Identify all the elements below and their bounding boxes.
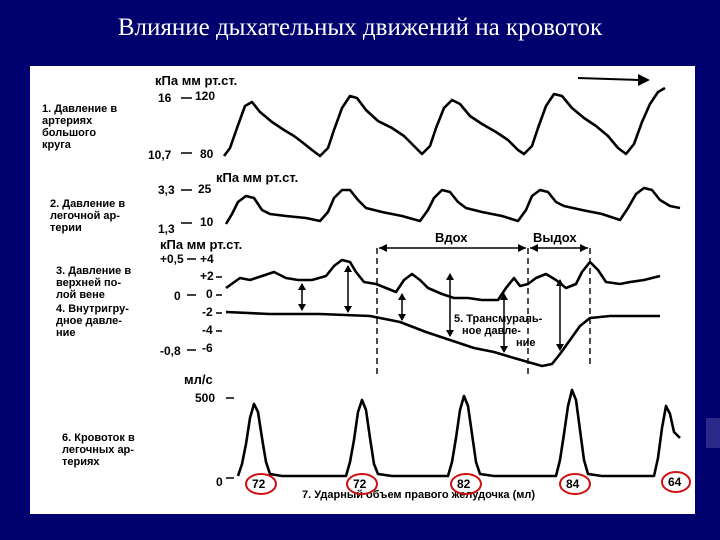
p1-label-line: артериях <box>42 115 93 127</box>
p3-kpa-tick: +0,5 <box>160 252 184 266</box>
p3-mm-tick: -6 <box>202 341 213 355</box>
p4-y-tick: 0 <box>216 475 223 489</box>
transmural-label-line: ние <box>516 337 536 349</box>
p2-label-line: терии <box>50 222 82 234</box>
stroke-volume-value: 72 <box>252 477 266 491</box>
respiration-blood-flow-diagram <box>30 66 695 514</box>
pulmonary-artery-pressure-section <box>50 170 680 236</box>
p2-units: кПа мм рт.ст. <box>216 170 299 185</box>
transmural-label-line: 5. Трансмураль- <box>454 313 543 325</box>
transmural-label-line: ное давле- <box>462 325 521 337</box>
pulmonary-flow-curve <box>238 390 680 476</box>
p2-label-line: 2. Давление в <box>50 198 126 210</box>
p2-mm-tick: 25 <box>198 182 212 196</box>
p3-label-line: верхней по- <box>56 277 122 289</box>
p3-mm-tick: -2 <box>202 305 213 319</box>
p2-kpa-tick: 1,3 <box>158 222 175 236</box>
p3-kpa-tick: -0,8 <box>160 344 181 358</box>
stroke-volume-value: 82 <box>457 477 471 491</box>
slide-edge-decoration <box>706 418 720 448</box>
stroke-volume-badge <box>662 472 690 492</box>
p3-mm-tick: +4 <box>200 252 214 266</box>
p3-kpa-tick: 0 <box>174 289 181 303</box>
p3-label-line: лой вене <box>56 289 105 301</box>
p4-label-line: 6. Кровоток в <box>62 432 135 444</box>
p4-label-line: легочных ар- <box>62 444 134 456</box>
venous-intrathoracic-pressure-section <box>56 230 660 376</box>
p4-y-tick: 500 <box>195 391 216 405</box>
p1-label-line: 1. Давление в <box>42 103 118 115</box>
p4-label-line: териях <box>62 456 100 468</box>
p3-label-line: дное давле- <box>56 315 122 327</box>
p2-kpa-tick: 3,3 <box>158 183 175 197</box>
phase-exhale-label: Выдох <box>533 230 577 245</box>
p2-label-line: легочной ар- <box>50 210 120 222</box>
stroke-volume-value: 72 <box>353 477 367 491</box>
p1-mm-tick: 120 <box>195 89 216 103</box>
pulmonary-pressure-curve <box>226 188 680 224</box>
p1-kpa-tick: 16 <box>158 91 172 105</box>
p1-kpa-tick: 10,7 <box>148 148 172 162</box>
time-arrow-icon <box>578 74 650 86</box>
stroke-volume-value: 84 <box>566 477 580 491</box>
p1-label-line: большого <box>42 127 97 139</box>
stroke-volume-badge <box>560 474 590 494</box>
p3-mm-tick: 0 <box>206 287 213 301</box>
stroke-volume-caption: 7. Ударный объем правого желудочка (мл) <box>302 489 536 501</box>
p4-units: мл/с <box>184 372 213 387</box>
p2-mm-tick: 10 <box>200 215 214 229</box>
p1-units: кПа мм рт.ст. <box>155 73 238 88</box>
p3-units: кПа мм рт.ст. <box>160 237 243 252</box>
stroke-volume-value: 64 <box>668 475 682 489</box>
p3-mm-tick: +2 <box>200 269 214 283</box>
p3-label-line: 4. Внутригру- <box>56 303 129 315</box>
slide-title: Влияние дыхательных движений на кровоток <box>117 14 603 41</box>
p3-label-line: ние <box>56 327 76 339</box>
p3-label-line: 3. Давление в <box>56 265 132 277</box>
diagram-panel <box>30 66 695 514</box>
systemic-arterial-pressure-section <box>42 73 665 162</box>
p1-label-line: круга <box>42 139 71 151</box>
systemic-pressure-curve <box>224 88 665 156</box>
phase-inhale-label: Вдох <box>435 230 468 245</box>
intrathoracic-pressure-curve <box>226 312 660 366</box>
p3-mm-tick: -4 <box>202 323 213 337</box>
pulmonary-blood-flow-section <box>62 372 690 501</box>
p1-mm-tick: 80 <box>200 147 214 161</box>
stroke-volume-badge <box>246 474 276 494</box>
svc-pressure-curve <box>226 260 660 300</box>
